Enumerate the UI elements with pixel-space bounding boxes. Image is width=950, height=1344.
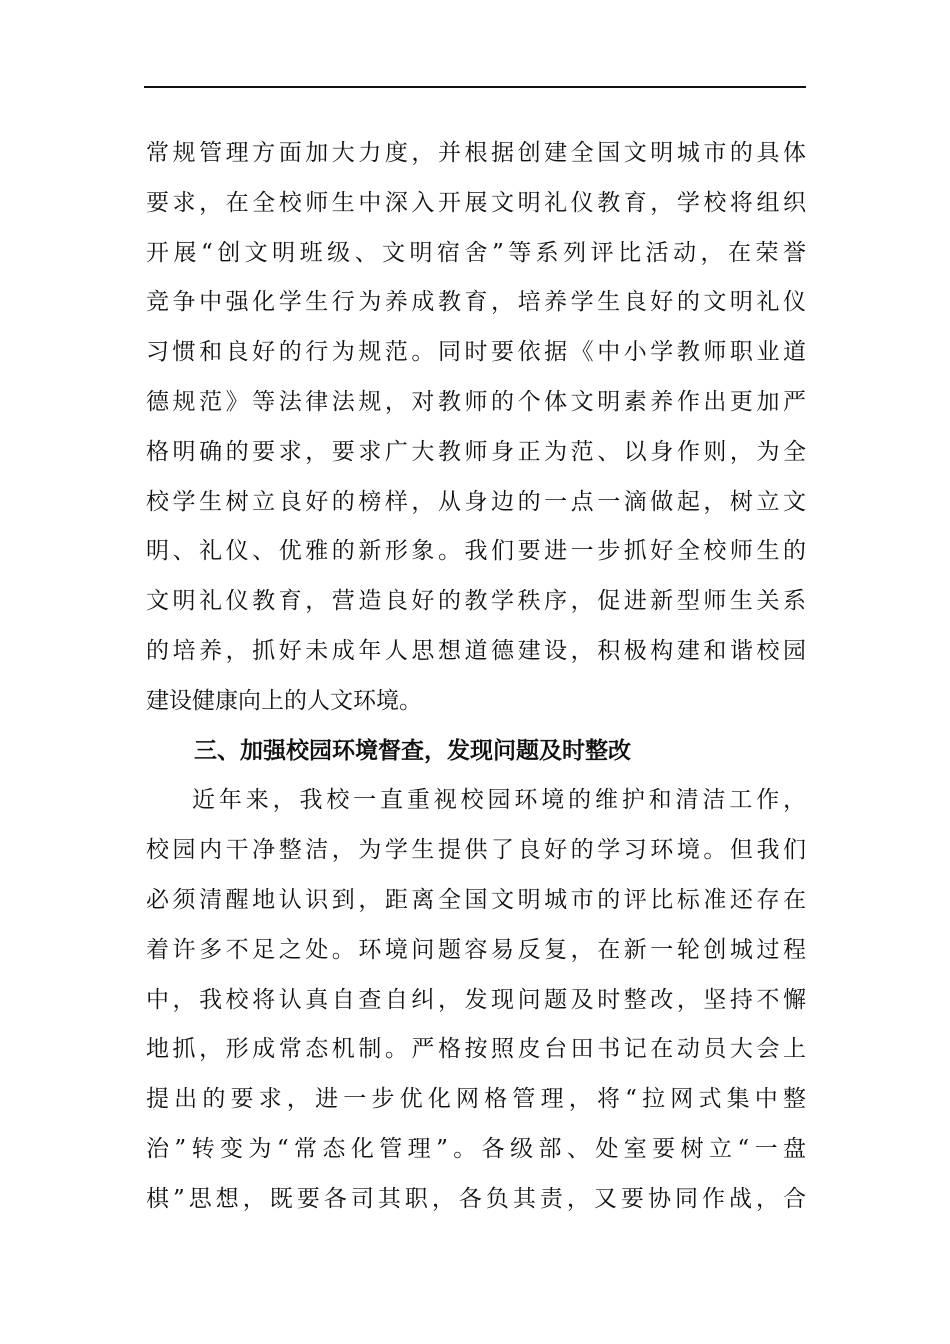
text-line: 必须清醒地认识到，距离全国文明城市的评比标准还存在 (146, 886, 806, 913)
text-line: 建设健康向上的人文环境。 (146, 687, 422, 714)
text-line: 德规范》等法律法规，对教师的个体文明素养作出更加严 (146, 388, 806, 415)
text-line: 棋”思想，既要各司其职，各负其责，又要协同作战，合 (146, 1185, 806, 1212)
text-line: 地抓，形成常态机制。严格按照皮台田书记在动员大会上 (146, 1036, 806, 1063)
header-rule (144, 86, 806, 88)
text-line: 竞争中强化学生行为养成教育，培养学生良好的文明礼仪 (146, 289, 806, 316)
text-line: 要求，在全校师生中深入开展文明礼仪教育，学校将组织 (146, 189, 806, 216)
text-line: 中，我校将认真自查自纠，发现问题及时整改，坚持不懈 (146, 986, 806, 1013)
text-line: 常规管理方面加大力度，并根据创建全国文明城市的具体 (146, 140, 806, 166)
text-line: 提出的要求，进一步优化网格管理，将“拉网式集中整 (146, 1086, 806, 1113)
paragraph-2 (146, 776, 806, 1224)
text-line: 近年来，我校一直重视校园环境的维护和清洁工作， (192, 787, 806, 814)
text-line: 治”转变为“常态化管理”。各级部、处室要树立“一盘 (146, 1135, 806, 1162)
text-line: 文明礼仪教育，营造良好的教学秩序，促进新型师生关系 (146, 588, 806, 615)
text-line: 格明确的要求，要求广大教师身正为范、以身作则，为全 (146, 438, 806, 465)
text-line: 的培养，抓好未成年人思想道德建设，积极构建和谐校园 (146, 637, 806, 664)
text-line: 着许多不足之处。环境问题容易反复，在新一轮创城过程 (146, 936, 806, 963)
paragraph-1 (146, 129, 806, 727)
text-line: 校园内干净整洁，为学生提供了良好的学习环境。但我们 (146, 837, 806, 864)
document-body (146, 129, 806, 1225)
text-line: 习惯和良好的行为规范。同时要依据《中小学教师职业道 (146, 339, 806, 366)
text-line: 开展“创文明班级、文明宿舍”等系列评比活动，在荣誉 (146, 239, 806, 266)
text-line: 明、礼仪、优雅的新形象。我们要进一步抓好全校师生的 (146, 538, 806, 565)
text-line: 校学生树立良好的榜样，从身边的一点一滴做起，树立文 (146, 488, 806, 515)
section-heading: 三、加强校园环境督查，发现问题及时整改 (194, 737, 631, 764)
